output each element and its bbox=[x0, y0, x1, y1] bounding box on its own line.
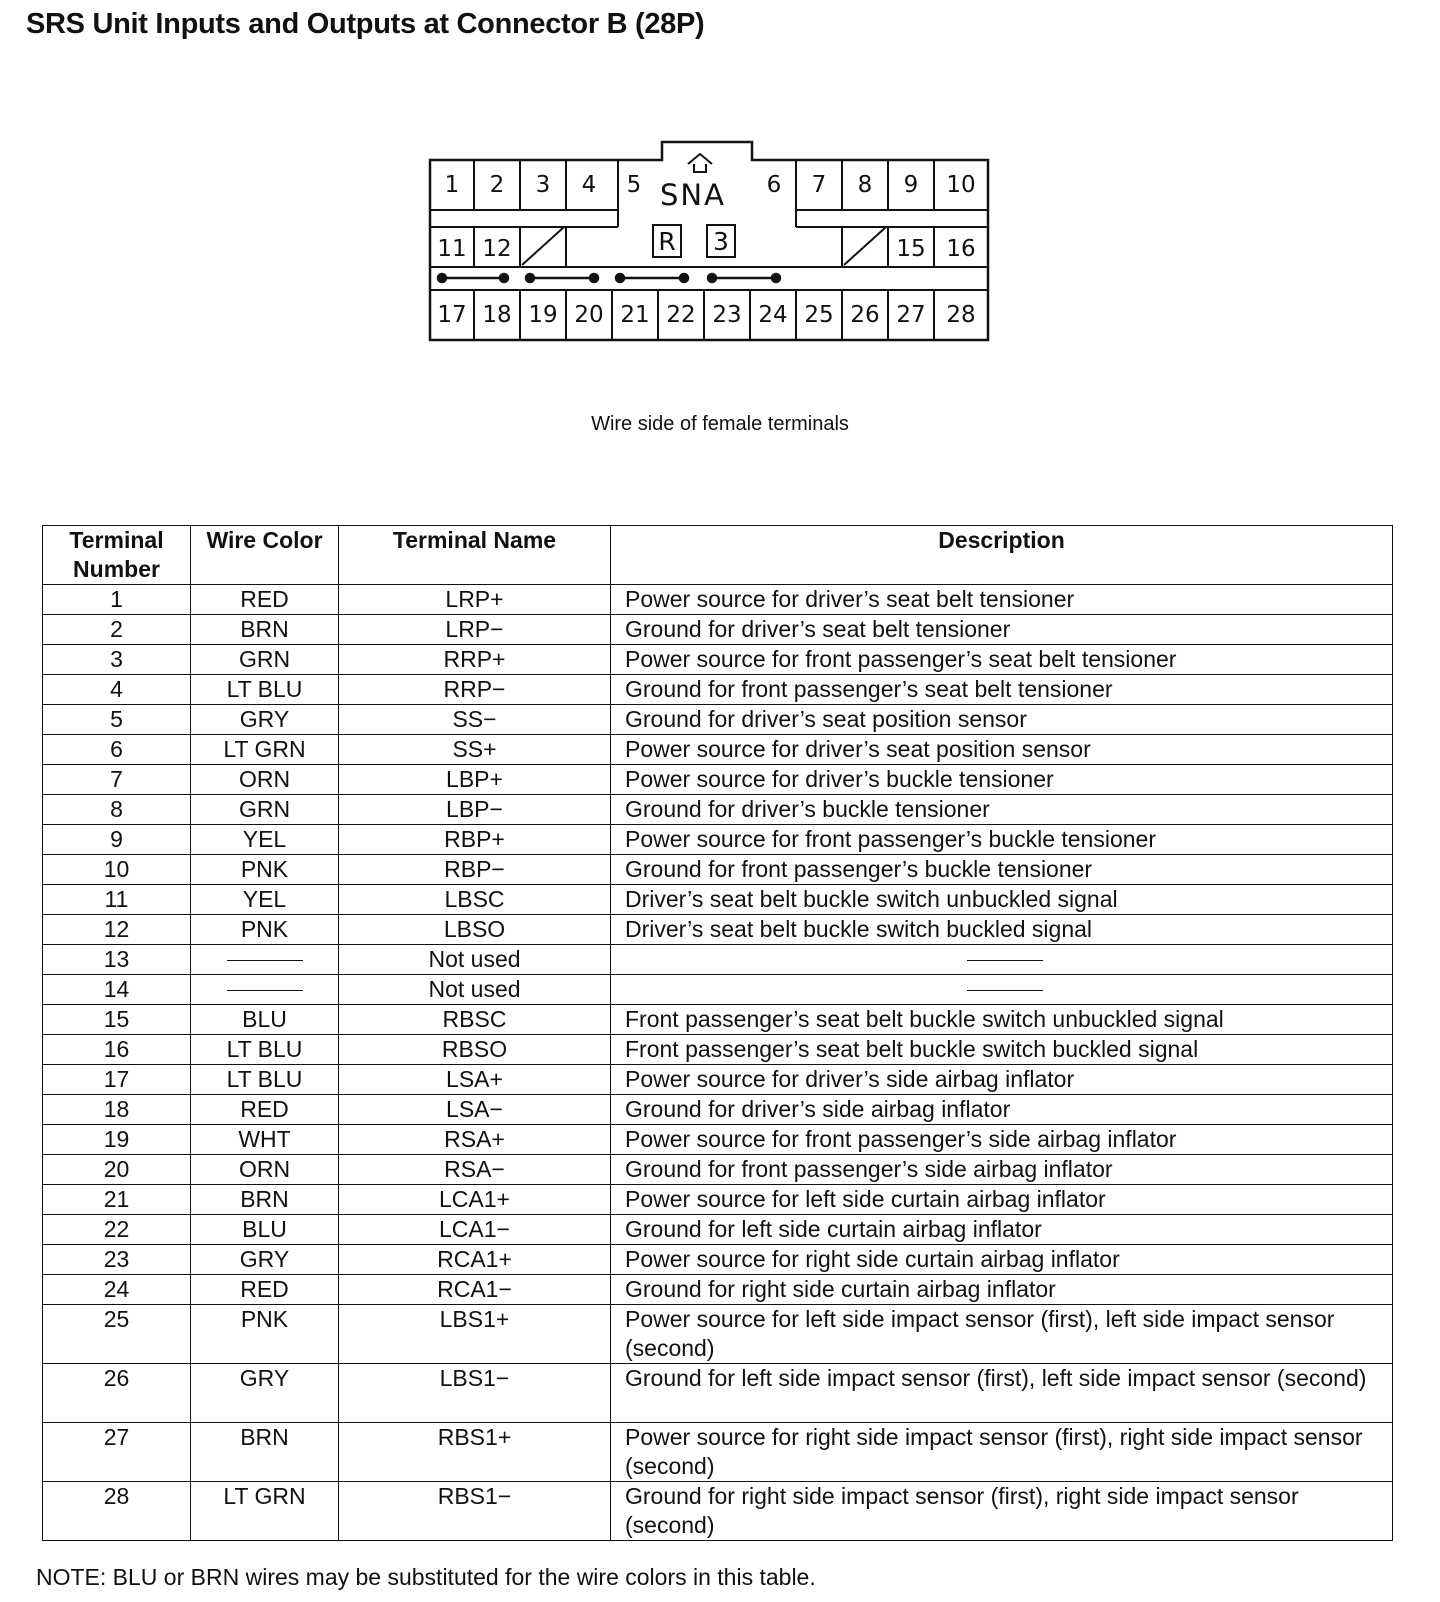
wire-color-cell: GRY bbox=[191, 705, 339, 735]
wire-color-cell: WHT bbox=[191, 1125, 339, 1155]
terminal-name-cell: LSA+ bbox=[339, 1065, 611, 1095]
table-row bbox=[43, 825, 1393, 855]
not-used-dash bbox=[967, 960, 1043, 961]
not-used-dash bbox=[227, 960, 303, 961]
pin-label: 12 bbox=[482, 236, 512, 262]
table-row bbox=[43, 705, 1393, 735]
table-row bbox=[43, 1125, 1393, 1155]
table-note: NOTE: BLU or BRN wires may be substituted for the wire colors in this table. bbox=[36, 1564, 816, 1590]
description-cell: Power source for driver’s seat position sensor bbox=[611, 735, 1393, 765]
terminal-number-cell: 21 bbox=[43, 1185, 191, 1215]
wire-color-cell: YEL bbox=[191, 885, 339, 915]
terminal-number-cell: 25 bbox=[43, 1305, 191, 1364]
terminal-name-cell: SS+ bbox=[339, 735, 611, 765]
terminal-table bbox=[42, 525, 1393, 1541]
description-cell: Ground for driver’s buckle tensioner bbox=[611, 795, 1393, 825]
wire-color-cell: GRY bbox=[191, 1364, 339, 1423]
not-used-dash bbox=[227, 990, 303, 991]
terminal-number-cell: 23 bbox=[43, 1245, 191, 1275]
terminal-number-cell: 4 bbox=[43, 675, 191, 705]
table-row bbox=[43, 975, 1393, 1005]
key-box-r: R bbox=[652, 224, 682, 258]
terminal-name-cell: SS− bbox=[339, 705, 611, 735]
wire-color-cell: BLU bbox=[191, 1215, 339, 1245]
wire-color-cell: YEL bbox=[191, 825, 339, 855]
terminal-number-cell: 1 bbox=[43, 585, 191, 615]
terminal-name-cell: LBSO bbox=[339, 915, 611, 945]
terminal-name-cell: LCA1− bbox=[339, 1215, 611, 1245]
description-cell: Power source for driver’s side airbag inflator bbox=[611, 1065, 1393, 1095]
description-cell bbox=[611, 975, 1393, 1005]
table-row bbox=[43, 1423, 1393, 1482]
wire-color-cell: BRN bbox=[191, 1423, 339, 1482]
pin-label: 16 bbox=[946, 236, 976, 262]
wire-color-cell: ORN bbox=[191, 765, 339, 795]
table-row bbox=[43, 795, 1393, 825]
terminal-name-cell: RBS1+ bbox=[339, 1423, 611, 1482]
table-row bbox=[43, 765, 1393, 795]
description-cell: Front passenger’s seat belt buckle switch unbuckled signal bbox=[611, 1005, 1393, 1035]
terminal-number-cell: 5 bbox=[43, 705, 191, 735]
terminal-number-cell: 11 bbox=[43, 885, 191, 915]
description-cell: Driver’s seat belt buckle switch unbuckled signal bbox=[611, 885, 1393, 915]
terminal-name-cell: RRP− bbox=[339, 675, 611, 705]
terminal-name-cell: LBS1− bbox=[339, 1364, 611, 1423]
pin-label: 25 bbox=[804, 302, 834, 328]
wire-color-cell: LT BLU bbox=[191, 1065, 339, 1095]
terminal-name-cell: Not used bbox=[339, 975, 611, 1005]
terminal-name-cell: RBP− bbox=[339, 855, 611, 885]
wire-color-cell: BLU bbox=[191, 1005, 339, 1035]
terminal-name-cell: LRP+ bbox=[339, 585, 611, 615]
pin-label: 3 bbox=[535, 172, 551, 198]
description-cell: Power source for front passenger’s buckle tensioner bbox=[611, 825, 1393, 855]
description-cell: Power source for right side curtain airbag inflator bbox=[611, 1245, 1393, 1275]
table-row bbox=[43, 1305, 1393, 1364]
table-header-row bbox=[43, 526, 1393, 585]
terminal-number-cell: 6 bbox=[43, 735, 191, 765]
terminal-number-cell: 2 bbox=[43, 615, 191, 645]
terminal-number-cell: 8 bbox=[43, 795, 191, 825]
connector-diagram bbox=[430, 142, 990, 342]
table-row bbox=[43, 1364, 1393, 1423]
pin-label: 2 bbox=[489, 172, 505, 198]
terminal-number-cell: 17 bbox=[43, 1065, 191, 1095]
description-cell: Driver’s seat belt buckle switch buckled signal bbox=[611, 915, 1393, 945]
table-row bbox=[43, 1155, 1393, 1185]
table-row bbox=[43, 1005, 1393, 1035]
description-cell: Power source for left side impact sensor (first), left side impact sensor (second) bbox=[611, 1305, 1393, 1364]
table-row bbox=[43, 585, 1393, 615]
terminal-name-cell: RSA− bbox=[339, 1155, 611, 1185]
pin-label: 15 bbox=[896, 236, 926, 262]
terminal-name-cell: LRP− bbox=[339, 615, 611, 645]
table-row bbox=[43, 1482, 1393, 1541]
wire-color-cell: ORN bbox=[191, 1155, 339, 1185]
wire-color-cell: RED bbox=[191, 585, 339, 615]
description-cell: Power source for driver’s buckle tensioner bbox=[611, 765, 1393, 795]
table-row bbox=[43, 1245, 1393, 1275]
table-row bbox=[43, 915, 1393, 945]
terminal-name-cell: RBSC bbox=[339, 1005, 611, 1035]
key-box-3: 3 bbox=[706, 224, 736, 258]
key-label: SNA bbox=[660, 178, 726, 212]
description-cell: Front passenger’s seat belt buckle switch buckled signal bbox=[611, 1035, 1393, 1065]
terminal-name-cell: RBP+ bbox=[339, 825, 611, 855]
header-description: Description bbox=[611, 526, 1393, 585]
table-row bbox=[43, 1035, 1393, 1065]
terminal-name-cell: RBS1− bbox=[339, 1482, 611, 1541]
pin-label: 5 bbox=[626, 172, 642, 198]
table-row bbox=[43, 645, 1393, 675]
description-cell: Power source for front passenger’s side airbag inflator bbox=[611, 1125, 1393, 1155]
table-row bbox=[43, 615, 1393, 645]
description-cell: Ground for left side curtain airbag inflator bbox=[611, 1215, 1393, 1245]
table-row bbox=[43, 1095, 1393, 1125]
terminal-name-cell: LSA− bbox=[339, 1095, 611, 1125]
terminal-number-cell: 24 bbox=[43, 1275, 191, 1305]
description-cell: Ground for driver’s side airbag inflator bbox=[611, 1095, 1393, 1125]
terminal-number-cell: 18 bbox=[43, 1095, 191, 1125]
description-cell: Ground for left side impact sensor (first), left side impact sensor (second) bbox=[611, 1364, 1393, 1423]
wire-color-cell: LT BLU bbox=[191, 1035, 339, 1065]
terminal-number-cell: 13 bbox=[43, 945, 191, 975]
table-row bbox=[43, 855, 1393, 885]
header-terminal-name: Terminal Name bbox=[339, 526, 611, 585]
description-cell: Ground for right side curtain airbag inflator bbox=[611, 1275, 1393, 1305]
terminal-number-cell: 28 bbox=[43, 1482, 191, 1541]
terminal-name-cell: RSA+ bbox=[339, 1125, 611, 1155]
pin-label: 26 bbox=[850, 302, 880, 328]
header-terminal-number: Terminal Number bbox=[43, 526, 191, 585]
table-row bbox=[43, 885, 1393, 915]
table-row bbox=[43, 1185, 1393, 1215]
wire-color-cell: BRN bbox=[191, 615, 339, 645]
wire-color-cell: GRN bbox=[191, 645, 339, 675]
wire-color-cell: GRY bbox=[191, 1245, 339, 1275]
terminal-number-cell: 9 bbox=[43, 825, 191, 855]
wire-color-cell: LT BLU bbox=[191, 675, 339, 705]
table-row bbox=[43, 1065, 1393, 1095]
wire-color-cell bbox=[191, 945, 339, 975]
pin-label: 20 bbox=[574, 302, 604, 328]
page-title: SRS Unit Inputs and Outputs at Connector B (28P) bbox=[26, 8, 705, 40]
terminal-number-cell: 19 bbox=[43, 1125, 191, 1155]
terminal-number-cell: 3 bbox=[43, 645, 191, 675]
terminal-number-cell: 27 bbox=[43, 1423, 191, 1482]
wire-color-cell: PNK bbox=[191, 1305, 339, 1364]
pin-label: 17 bbox=[437, 302, 467, 328]
description-cell: Ground for front passenger’s seat belt tensioner bbox=[611, 675, 1393, 705]
header-wire-color: Wire Color bbox=[191, 526, 339, 585]
terminal-name-cell: RCA1− bbox=[339, 1275, 611, 1305]
pin-label: 11 bbox=[437, 236, 467, 262]
terminal-name-cell: LCA1+ bbox=[339, 1185, 611, 1215]
description-cell: Ground for right side impact sensor (first), right side impact sensor (second) bbox=[611, 1482, 1393, 1541]
pin-label: 1 bbox=[444, 172, 460, 198]
table-row bbox=[43, 945, 1393, 975]
description-cell: Power source for left side curtain airbag inflator bbox=[611, 1185, 1393, 1215]
wire-color-cell bbox=[191, 975, 339, 1005]
terminal-name-cell: LBP− bbox=[339, 795, 611, 825]
pin-label: 6 bbox=[766, 172, 782, 198]
terminal-number-cell: 22 bbox=[43, 1215, 191, 1245]
description-cell: Ground for front passenger’s buckle tensioner bbox=[611, 855, 1393, 885]
pin-label: 4 bbox=[581, 172, 597, 198]
terminal-number-cell: 10 bbox=[43, 855, 191, 885]
terminal-name-cell: LBS1+ bbox=[339, 1305, 611, 1364]
terminal-name-cell: RBSO bbox=[339, 1035, 611, 1065]
terminal-number-cell: 20 bbox=[43, 1155, 191, 1185]
terminal-name-cell: LBSC bbox=[339, 885, 611, 915]
pin-label: 9 bbox=[903, 172, 919, 198]
wire-color-cell: RED bbox=[191, 1095, 339, 1125]
description-cell: Power source for front passenger’s seat belt tensioner bbox=[611, 645, 1393, 675]
table-row bbox=[43, 675, 1393, 705]
pin-label: 28 bbox=[946, 302, 976, 328]
terminal-name-cell: LBP+ bbox=[339, 765, 611, 795]
description-cell: Power source for driver’s seat belt tensioner bbox=[611, 585, 1393, 615]
description-cell: Ground for front passenger’s side airbag inflator bbox=[611, 1155, 1393, 1185]
description-cell bbox=[611, 945, 1393, 975]
table-row bbox=[43, 1275, 1393, 1305]
table-row bbox=[43, 1215, 1393, 1245]
table-row bbox=[43, 735, 1393, 765]
wire-color-cell: LT GRN bbox=[191, 735, 339, 765]
description-cell: Power source for right side impact sensor (first), right side impact sensor (second) bbox=[611, 1423, 1393, 1482]
terminal-number-cell: 26 bbox=[43, 1364, 191, 1423]
description-cell: Ground for driver’s seat belt tensioner bbox=[611, 615, 1393, 645]
pin-label: 19 bbox=[528, 302, 558, 328]
terminal-name-cell: RRP+ bbox=[339, 645, 611, 675]
wire-color-cell: GRN bbox=[191, 795, 339, 825]
connector-caption: Wire side of female terminals bbox=[591, 413, 849, 435]
wire-color-cell: LT GRN bbox=[191, 1482, 339, 1541]
pin-label: 22 bbox=[666, 302, 696, 328]
wire-color-cell: BRN bbox=[191, 1185, 339, 1215]
pin-label: 7 bbox=[811, 172, 827, 198]
pin-label: 10 bbox=[946, 172, 976, 198]
key-arrow-icon bbox=[688, 154, 712, 172]
pin-label: 27 bbox=[896, 302, 926, 328]
not-used-dash bbox=[967, 990, 1043, 991]
terminal-number-cell: 14 bbox=[43, 975, 191, 1005]
description-cell: Ground for driver’s seat position sensor bbox=[611, 705, 1393, 735]
pin-label: 18 bbox=[482, 302, 512, 328]
pin-label: 23 bbox=[712, 302, 742, 328]
wire-color-cell: RED bbox=[191, 1275, 339, 1305]
wire-color-cell: PNK bbox=[191, 915, 339, 945]
terminal-number-cell: 7 bbox=[43, 765, 191, 795]
terminal-name-cell: RCA1+ bbox=[339, 1245, 611, 1275]
terminal-number-cell: 15 bbox=[43, 1005, 191, 1035]
pin-label: 8 bbox=[857, 172, 873, 198]
pin-label: 24 bbox=[758, 302, 788, 328]
terminal-number-cell: 12 bbox=[43, 915, 191, 945]
terminal-name-cell: Not used bbox=[339, 945, 611, 975]
pin-label: 21 bbox=[620, 302, 650, 328]
wire-color-cell: PNK bbox=[191, 855, 339, 885]
terminal-number-cell: 16 bbox=[43, 1035, 191, 1065]
